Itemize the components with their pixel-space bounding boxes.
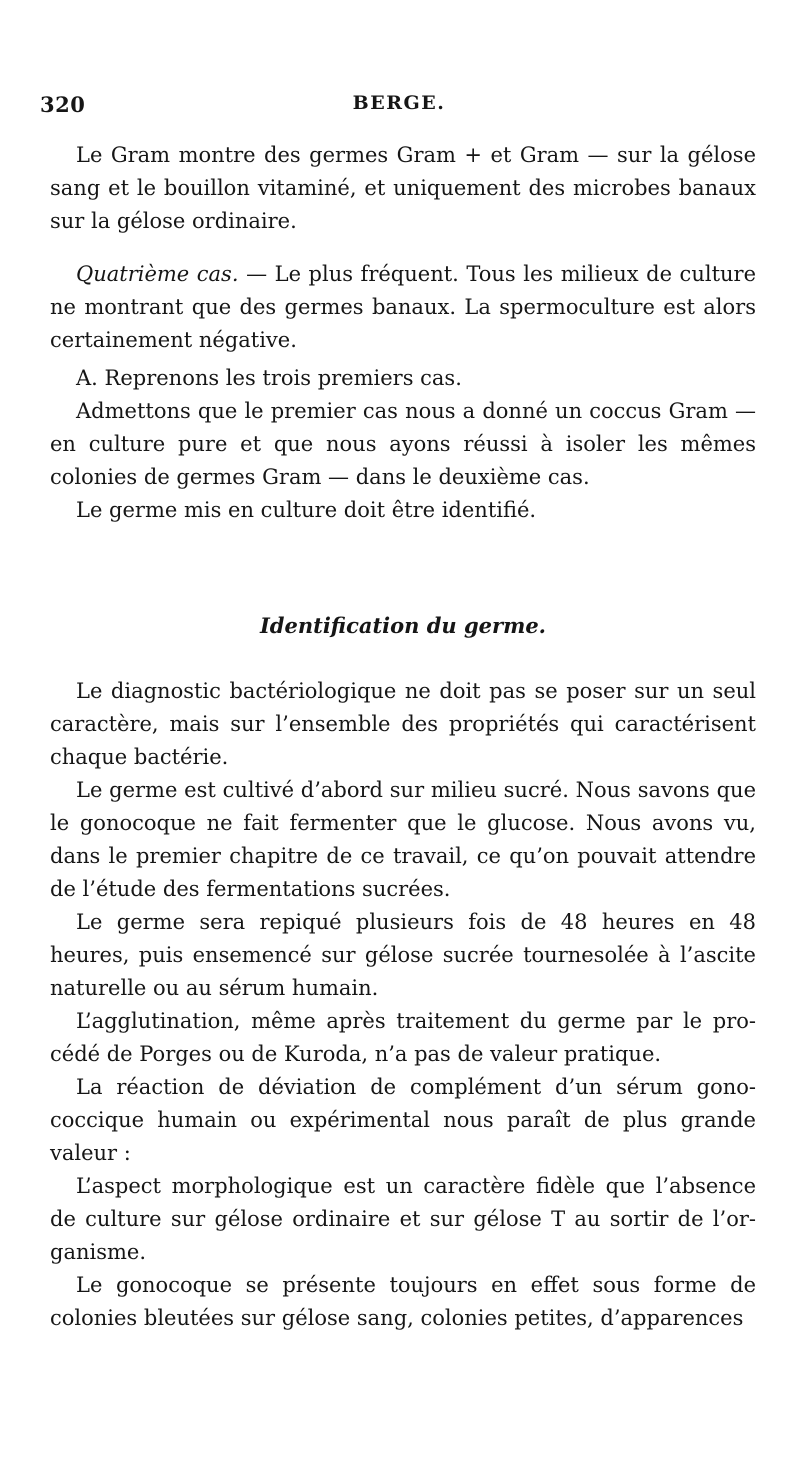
paragraph-agglutination: L’agglutination, même après traitement du germe par le procédé de Porges ou de Kuroda, n’a pas de valeur pratique. [50, 1009, 756, 1066]
paragraph-gram-result: Le Gram montre des germes Gram + et Gram — sur la gélose sang et le bouillon vitaminé, et uniquement des microbes banaux sur la gélose ordinaire. [50, 143, 756, 233]
body-block-bottom [50, 675, 756, 1335]
page-header [40, 92, 758, 122]
section-heading-block [50, 609, 756, 642]
paragraph-subculture: Le germe sera repiqué plusieurs fois de 48 heures en 48 heures, puis ensemencé sur gélose sucrée tournesolée à l’ascite naturelle ou au sérum humain. [50, 910, 756, 1000]
paragraph-complement: La réaction de déviation de complément d’un sérum gonococcique humain ou expérimental nous paraît de plus grande valeur : [50, 1075, 756, 1165]
paragraph-recap: A. Reprenons les trois premiers cas. [76, 366, 462, 390]
body-block-top [50, 139, 756, 527]
paragraph-gonococcus: Le gonocoque se présente toujours en effet sous forme de colonies bleutées sur gélose sang, colonies petites, d’apparences [50, 1273, 756, 1330]
section-heading: Identification du germe. [259, 613, 546, 638]
running-title: BERGE. [352, 92, 446, 114]
paragraph-diagnostic: Le diagnostic bactériologique ne doit pas se poser sur un seul caractère, mais sur l’ensemble des propriétés qui caractérisent chaque bactérie. [50, 679, 756, 769]
fourth-case-label: Quatrième cas. [76, 262, 239, 286]
paragraph-assumption: Admettons que le premier cas nous a donné un coccus Gram — en culture pure et que nous ayons réussi à isoler les mêmes colonies de germes Gram — dans le deuxième cas. [50, 399, 756, 489]
paragraph-morphology: L’aspect morphologique est un caractère fidèle que l’absence de culture sur gélose ordinaire et sur gélose T au sortir de l’organisme. [50, 1174, 756, 1264]
paragraph-fourth-case [50, 258, 756, 357]
fourth-case-text: — Le plus fréquent. Tous les milieux de culture ne montrant que des germes banaux. La spermoculture est alors certainement négative. [50, 262, 756, 352]
page-number: 320 [40, 92, 86, 117]
paragraph-sugar-medium: Le germe est cultivé d’abord sur milieu sucré. Nous savons que le gonocoque ne fait fermenter que le glucose. Nous avons vu, dans le premier chapitre de ce travail, ce qu’on pouvait attendre de l’étude des fermentations sucrées. [50, 778, 756, 901]
paragraph-identify: Le germe mis en culture doit être identifié. [76, 498, 537, 522]
